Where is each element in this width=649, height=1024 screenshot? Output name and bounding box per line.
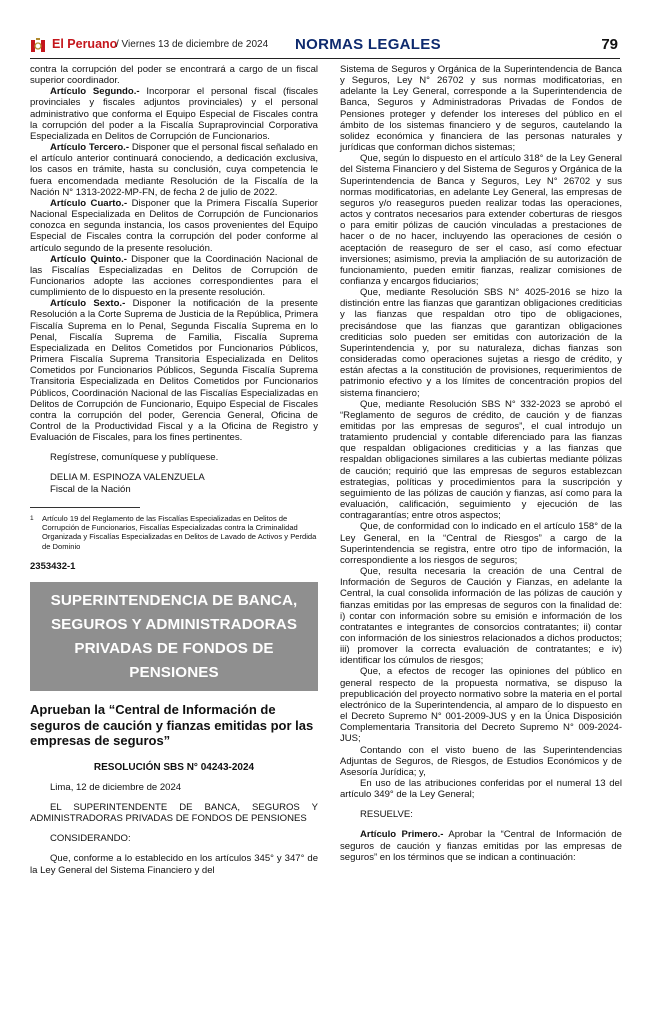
article-text: Disponer que la Primera Fiscalía Superior Nacional Especializada en Delitos de Corrupción de Funcionarios conozca en segunda instancia, los casos provenientes del Equipo Especial de Fiscales contra la corrupción del poder conforme al artículo segundo de la presente resolución. bbox=[30, 197, 318, 254]
paragraph: Sistema de Seguros y Orgánica de la Superintendencia de Banca y Seguros, Ley N° 26702 y sus normas modificatorias, en adelante la Ley General, corresponde a la Superintendencia de Banca, Seguros y Administradoras Privadas de Fondos de Pensiones proteger y defender los intereses del público en el ámbito de los sistemas financiero y de seguros, cautelando la solidez económica y financiera de las personas naturales y jurídicas que conforman dichos sistemas; bbox=[340, 64, 622, 154]
place-date: Lima, 12 de diciembre de 2024 bbox=[50, 781, 182, 793]
footnote-number: 1 bbox=[30, 514, 34, 522]
article-heading: Artículo Primero.- bbox=[360, 829, 444, 841]
article-paragraph bbox=[30, 142, 318, 198]
paragraph: Que, mediante Resolución SBS N° 332-2023 se aprobó el “Reglamento de seguros de crédito, de caución y de fianzas emitidas por las empresas de seguros”, el cual introdujo un tratamiento prudencial y contable diferenciado para las fianzas que respaldan obligaciones crediticias y a las fianzas que respaldan obligaciones similares a las cubiertas mediante pólizas de caución; requirió que las empresas de seguros establezcan estrategias, políticas y procedimientos para la suscripción y seguimiento de las pólizas de caución y fianzas, así como para la evaluación, calificación, seguimiento y ejecución de las contragarantías; entre otros aspectos; bbox=[340, 398, 622, 522]
article-heading: Artículo Cuarto.- bbox=[50, 197, 128, 209]
article-paragraph bbox=[30, 254, 318, 299]
paragraph: Que, según lo dispuesto en el artículo 318° de la Ley General del Sistema Financiero y del Sistema de Seguros y Orgánica de la Superintendencia de Banca y Seguros, Ley N° 26702 y sus normas modificatorias, en adelante Ley General, las empresas de seguros y/o reaseguros pueden realizar todas las operaciones, actos y contratos necesarios para extender coberturas de riesgos o para emitir pólizas de caución vinculadas a prestaciones de hacer o de no hacer, incluyendo las operaciones de cesión o aceptación de reaseguro de ser el caso, así como efectuar inversiones; asimismo, previa la ampliación de su autorización de funcionamiento, pueden emitir fianzas, realizar comisiones de confianza y encargos fiduciarios; bbox=[340, 153, 622, 287]
paragraph: En uso de las atribuciones conferidas por el numeral 13 del artículo 349° de la Ley General; bbox=[340, 778, 622, 801]
footnote bbox=[30, 514, 318, 551]
issue-date: / Viernes 13 de diciembre de 2024 bbox=[116, 39, 269, 50]
el-peruano-logo-icon bbox=[30, 37, 46, 54]
paragraph: contra la corrupción del poder se encontrará a cargo de un fiscal superior coordinador. bbox=[30, 64, 318, 87]
article-paragraph bbox=[30, 198, 318, 254]
article-text: Disponer la notificación de la presente Resolución a la Corte Suprema de Justicia de la República, Primera Fiscalía Suprema en lo Penal, Segunda Fiscalía Suprema en lo Penal, Fiscalía Suprema de Familia, Fiscalía Suprema Especializada en Delitos Cometidos por Funcionarios Públicos, Primera Fiscalía Suprema Transitoria Especializada en Delitos Cometidos por Funcionarios Públicos, Segunda Fiscalía Suprema Transitoria Especializada en Delitos Cometidos por Funcionarios Públicos, Coordinación Nacional de las Fiscalías Especializadas en Delitos de Corrupción de Funcionario, Equipo Especial de Fiscales contra la corrupción del poder, Gerencia General, Oficina de Control de la Productividad Fiscal y a la Oficina de Registro y Evaluación de Fiscales, para los fines pertinentes. bbox=[30, 298, 318, 444]
signer-name: DELIA M. ESPINOZA VALENZUELA bbox=[50, 472, 205, 484]
resuelve-heading: RESUELVE: bbox=[360, 809, 413, 821]
article-paragraph bbox=[30, 86, 318, 142]
section-title: NORMAS LEGALES bbox=[295, 36, 441, 53]
article-text: Disponer que el personal fiscal señalado en el artículo anterior continuará conociendo, a dedicación exclusiva, los casos en trámite, hasta su conclusión, cuya competencia le fuera encomendada mediante Resolución de la Fiscalía de la Nación N° 1313-2022-MP-FN, de fecha 2 de julio de 2022. bbox=[30, 142, 318, 198]
considerando-heading: CONSIDERANDO: bbox=[50, 833, 131, 845]
page-header bbox=[30, 36, 620, 56]
left-column bbox=[30, 64, 318, 876]
resolution-title: Aprueban la “Central de Información de seguros de caución y fianzas emitidas por las empresas de seguros” bbox=[30, 702, 314, 749]
paragraph: Que, de conformidad con lo indicado en el artículo 158° de la Ley General, en la “Central de Riesgos” a cargo de la Superintendencia se registra, entre otro tipo de información, la correspondiente a los riesgos de seguros; bbox=[340, 521, 622, 566]
authority: EL SUPERINTENDENTE DE BANCA, SEGUROS Y ADMINISTRADORAS PRIVADAS DE FONDOS DE PENSIONES bbox=[30, 801, 318, 825]
article-text: Aprobar la “Central de Información de seguros de caución y fianzas emitidas por las empresas de seguros” en los términos que se indican a continuación: bbox=[340, 829, 622, 863]
right-column bbox=[340, 64, 622, 863]
newspaper-brand: El Peruano bbox=[52, 37, 118, 51]
article-text: Incorporar el personal fiscal (fiscales provinciales y fiscales adjuntos provinciales) y el personal administrativo que conforma el Equipo Especial de Fiscales contra la corrupción del poder a la Fiscalía Supraprovincial Corporativa Especializada en Delitos de Corrupción de Funcionarios. bbox=[30, 86, 318, 142]
header-divider bbox=[30, 58, 620, 59]
banner-line: SEGUROS Y ADMINISTRADORAS bbox=[50, 616, 298, 634]
publication-code: 2353432-1 bbox=[30, 560, 76, 572]
article-text: Disponer que la Coordinación Nacional de las Fiscalías Especializadas en Delitos de Corrupción de Funcionarios adopte las acciones correspondientes para el cumplimiento de lo dispuesto en la presente resolución. bbox=[30, 253, 318, 299]
banner-line: PRIVADAS DE FONDOS DE PENSIONES bbox=[74, 640, 274, 682]
closing-line: Regístrese, comuníquese y publíquese. bbox=[50, 452, 219, 464]
footnote-text: Artículo 19 del Reglamento de las Fiscalías Especializadas en Delitos de Corrupción de Funcionarios, Fiscalías Especializadas contra la Criminalidad Organizada y Fiscalías Especializadas en Delitos de Lavado de Activos y Perdida de Dominio bbox=[42, 513, 317, 551]
article-heading: Artículo Quinto.- bbox=[50, 253, 127, 265]
paragraph: Que, resulta necesaria la creación de una Central de Información de Seguros de Caución y Fianzas, en adelante la Central, la cual consolida información de las pólizas de caución y fianzas emitidas por las empresas de seguros con la finalidad de: i) contar con información sobre su emisión e información de los contratantes e integrantes de consorcios contratantes; ii) contar con información de los siniestros relacionados a dichos productos; iii) promover la correcta evaluación de contratantes; e iv) identificar los cúmulos de riesgos; bbox=[340, 566, 622, 667]
article-heading: Artículo Sexto.- bbox=[50, 298, 126, 310]
signer-title: Fiscal de la Nación bbox=[50, 483, 131, 495]
article-heading: Artículo Segundo.- bbox=[50, 86, 140, 98]
paragraph: Contando con el visto bueno de las Superintendencias Adjuntas de Seguros, de Riesgos, de Estudios Económicos y de Asesoría Jurídica; y, bbox=[340, 744, 622, 778]
footnote-divider bbox=[30, 507, 140, 508]
paragraph: Que, a efectos de recoger las opiniones del público en general respecto de la propuesta normativa, se dispuso la prepublicación del proyecto normativo sobre la materia en el portal electrónico de la Superintendencia, al amparo de lo dispuesto en el Decreto Supremo N° 001-2009-JUS y en la Única Disposición Complementaria Transitoria del Decreto Supremo N° 009-2024-JUS; bbox=[340, 666, 622, 745]
banner-line: SUPERINTENDENCIA DE BANCA, bbox=[50, 592, 298, 610]
article-paragraph bbox=[30, 298, 318, 443]
paragraph: Que, conforme a lo establecido en los artículos 345° y 347° de la Ley General del Sistema Financiero y del bbox=[30, 853, 318, 876]
resolution-number: RESOLUCIÓN SBS N° 04243-2024 bbox=[93, 761, 255, 773]
paragraph: Que, mediante Resolución SBS N° 4025-2016 se hizo la distinción entre las fianzas que garantizan obligaciones crediticias y las fianzas que respaldan otro tipo de obligaciones, precisándose que las fianzas que garantizan obligaciones crediticias solo pueden ser emitidas con autorización de la Superintendencia y, por su naturaleza, dichas fianzas son consideradas como operaciones sujetas a riesgo de crédito, y están afectas a la constitución de provisiones, requerimientos de patrimonio efectivo y a los límites de concentración propios del sistema financiero; bbox=[340, 287, 622, 399]
page-number: 79 bbox=[601, 36, 618, 53]
institution-banner bbox=[30, 582, 318, 691]
article-paragraph bbox=[340, 829, 622, 862]
article-heading: Artículo Tercero.- bbox=[50, 142, 130, 154]
